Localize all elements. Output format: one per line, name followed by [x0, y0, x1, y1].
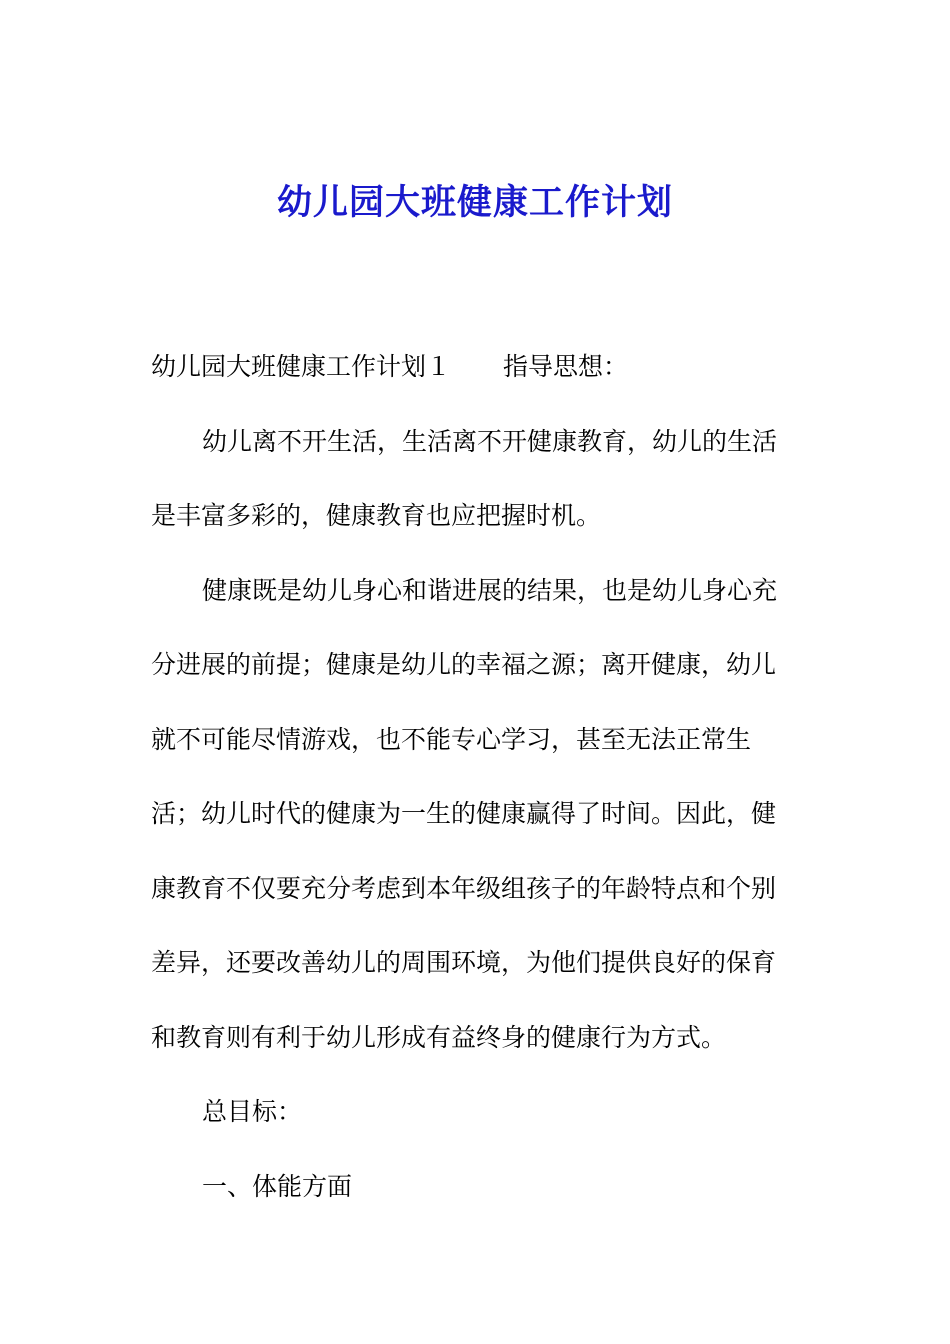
paragraph-line: 康教育不仅要充分考虑到本年级组孩子的年龄特点和个别: [151, 873, 777, 903]
paragraph-line: 分进展的前提；健康是幼儿的幸福之源；离开健康，幼儿: [151, 650, 777, 679]
paragraph-line: 活；幼儿时代的健康为一生的健康赢得了时间。因此，健: [151, 799, 777, 828]
paragraph-line: 健康既是幼儿身心和谐进展的结果，也是幼儿身心充: [202, 575, 778, 605]
paragraph-heading-line: [151, 330, 791, 405]
section-heading-physical: 一、体能方面: [202, 1171, 353, 1201]
section-heading-overall-goals: 总目标：: [202, 1097, 303, 1126]
paragraph-line: 和教育则有利于幼儿形成有益终身的健康行为方式。: [151, 1022, 727, 1052]
paragraph-line: 是丰富多彩的，健康教育也应把握时机。: [151, 501, 602, 530]
document-title: 幼儿园大班健康工作计划: [276, 182, 673, 223]
paragraph-line: 就不可能尽情游戏，也不能专心学习，甚至无法正常生: [151, 724, 752, 754]
guiding-ideology-label: 指导思想：: [503, 352, 629, 381]
document-body: [151, 330, 791, 1224]
paragraph-line: 差异，还要改善幼儿的周围环境，为他们提供良好的保育: [151, 948, 777, 977]
paragraph-line: 幼儿离不开生活，生活离不开健康教育，幼儿的生活: [202, 426, 778, 456]
plan-heading: 幼儿园大班健康工作计划１: [151, 352, 452, 381]
